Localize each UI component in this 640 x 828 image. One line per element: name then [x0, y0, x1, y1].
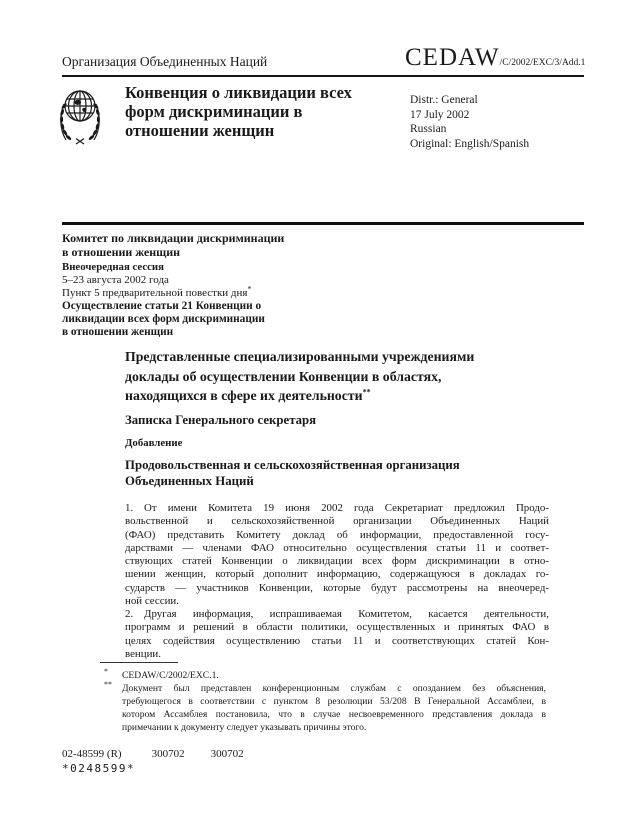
org-name: Организация Объединенных Наций [62, 54, 268, 69]
document-symbol-main: CEDAW [405, 44, 500, 71]
footer-date-code: 300702 [151, 748, 185, 760]
paragraph-line: шении женщин, который дополнит информацию, содержащуюся в докладах го- [125, 568, 549, 581]
distr-type: Distr.: General [410, 94, 478, 106]
note-by-heading: Записка Генерального секретаря [125, 413, 317, 427]
footnote-1-text: CEDAW/C/2002/EXC.1. [122, 670, 219, 681]
fao-section-heading [125, 458, 555, 489]
fao-section-heading-line: Объединенных Наций [125, 473, 254, 488]
paragraph-line: 1. От имени Комитета 19 июня 2002 года Секретариат предложил Продо- [125, 502, 549, 514]
footer-codes [62, 748, 244, 760]
header-divider [62, 75, 584, 77]
paragraph-line: программ и решений в области политики, осуществленных и принятых ФАО в [125, 621, 549, 634]
convention-title-line: Конвенция о ликвидации всех [125, 83, 352, 102]
document-symbol-suffix: /C/2002/EXC/3/Add.1 [499, 58, 586, 68]
footnote-2 [100, 679, 546, 734]
paragraph-line: сударств — участников Конвенции, которые будут рассмотрены на внеочеред- [125, 581, 549, 594]
agenda-item-title-line: ликвидации всех форм дискриминации [62, 313, 265, 325]
document-title-text: находящихся в сфере их деятельности [125, 388, 363, 403]
committee-name-line: в отношении женщин [62, 245, 181, 259]
footnote-marker: ** [104, 679, 112, 689]
paragraph-line: ствующих статей Конвенции о ликвидации всех форм дискриминации в отно- [125, 555, 549, 568]
distr-language: Russian [410, 123, 447, 136]
paragraph-line: венции. [125, 647, 161, 660]
paragraph-line: (ФАО) представить Комитету доклад об информации, предоставленной госу- [125, 528, 549, 541]
document-title [125, 347, 535, 406]
agenda-item-line [62, 284, 372, 300]
committee-block [62, 231, 372, 339]
paragraph-line: 2. Другая информация, испрашиваемая Комитетом, касается деятельности, [125, 608, 549, 620]
document-title-line [125, 386, 535, 406]
agenda-item-title-line: в отношении женщин [62, 326, 174, 338]
footnote-2-line: Документ был представлен конференционным службам с опозданием без объяснения, [122, 683, 546, 694]
footnote-1 [100, 666, 546, 682]
document-title-line: доклады об осуществлении Конвенции в областях, [125, 368, 442, 384]
convention-title [125, 83, 415, 140]
paragraph-line: вольственной и сельскохозяйственной организации Объединенных Наций [125, 515, 549, 528]
convention-title-line: форм дискриминации в [125, 102, 303, 121]
session-dates: 5–23 августа 2002 года [62, 274, 169, 286]
footnote-2-line: требующегося в соответствии с пунктом 8 резолюции 53/208 B Генеральной Ассамблеи, в [122, 696, 546, 707]
agenda-item: Пункт 5 предварительной повестки дня [62, 287, 248, 299]
footnotes-block [100, 666, 546, 734]
footnote-marker: * [104, 666, 108, 676]
footnote-marker: ** [362, 387, 371, 397]
paragraph-line: целях содействия осуществлению статьи 11 и соответствующих статей Кон- [125, 634, 549, 647]
fao-section-heading-line: Продовольственная и сельскохозяйственная организация [125, 458, 460, 472]
paragraph-line: дарствами — членами ФАО относительно осуществления статьи 11 и соответ- [125, 541, 549, 554]
section-divider [62, 222, 584, 225]
document-symbol [405, 44, 585, 72]
footnote-marker: * [247, 284, 252, 294]
paragraph-line: ной сессии. [125, 595, 179, 608]
paragraph-2 [125, 608, 549, 661]
convention-title-line: отношении женщин [125, 121, 275, 140]
distr-original: Original: English/Spanish [410, 137, 530, 150]
footnote-2-line: примечании к документу следует указывать причины этого. [122, 722, 367, 733]
addendum-heading: Добавление [125, 437, 183, 449]
footer-doc-number: 02-48599 (R) [62, 748, 122, 760]
footer-date-code: 300702 [210, 748, 244, 760]
distribution-block [410, 93, 529, 151]
distr-date: 17 July 2002 [410, 108, 470, 121]
paragraph-1 [125, 502, 549, 608]
un-emblem-icon [56, 82, 104, 146]
footnote-divider [100, 662, 178, 663]
document-title-line: Представленные специализированными учреждениями [125, 349, 475, 364]
agenda-item-title-line: Осуществление статьи 21 Конвенции о [62, 300, 262, 312]
footnote-2-line: котором Ассамблея постановила, что в случае несвоевременного представления доклада в [122, 709, 546, 720]
session-title: Внеочередная сессия [62, 261, 164, 273]
footer-barcode-text: *0248599* [62, 762, 136, 775]
committee-name-line: Комитет по ликвидации дискриминации [62, 231, 285, 245]
